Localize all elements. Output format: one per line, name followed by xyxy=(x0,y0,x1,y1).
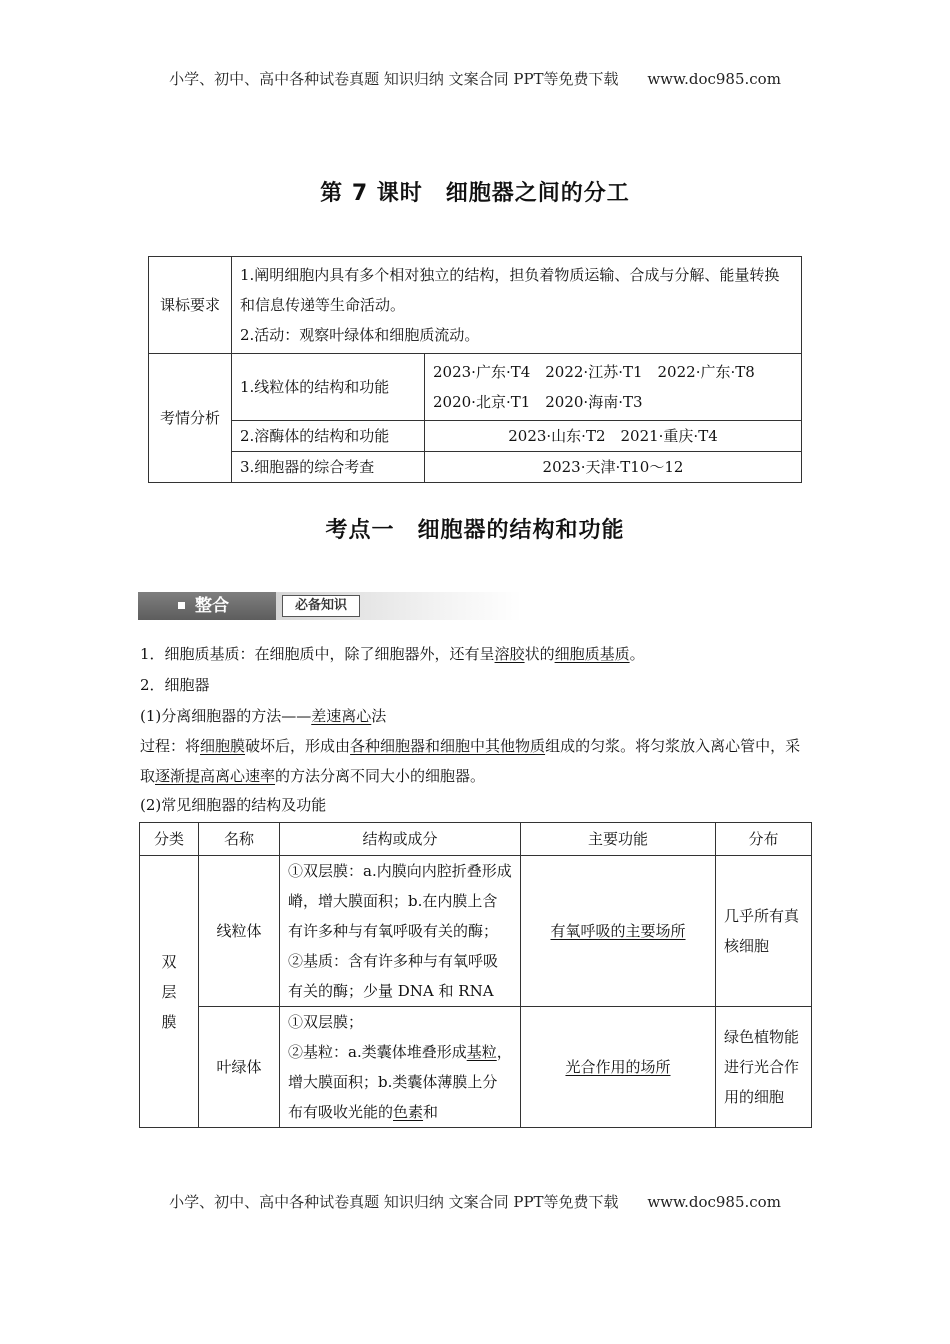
text: 状的 xyxy=(524,645,555,663)
banner-label: 整合 xyxy=(195,596,229,616)
paragraph-2: 2．细胞器 xyxy=(140,676,210,694)
analysis-exams-1 xyxy=(425,354,802,421)
category-cell xyxy=(140,856,199,1128)
col-header: 名称 xyxy=(199,823,280,856)
text: 。 xyxy=(629,645,645,663)
paragraph-4 xyxy=(140,731,812,791)
blank-answer: 逐渐提高离心速率 xyxy=(155,767,276,785)
function-cell xyxy=(521,856,716,1007)
text: 过程：将 xyxy=(140,737,201,755)
text: ，增大膜面积；b.类囊体薄膜上分布有吸收光能的 xyxy=(288,1043,512,1121)
blank-answer: 差速离心 xyxy=(311,707,372,725)
distribution-cell: 几乎所有真核细胞 xyxy=(716,856,812,1007)
structure-text xyxy=(288,1037,512,1127)
analysis-exams-2: 2023·山东·T2 2021·重庆·T4 xyxy=(425,421,802,452)
text: (1)分离细胞器的方法—— xyxy=(140,707,312,725)
structure-text: ①双层膜； xyxy=(288,1013,364,1031)
paragraph-1 xyxy=(140,639,812,669)
analysis-exams-3: 2023·天津·T10～12 xyxy=(425,452,802,483)
req-content xyxy=(232,257,802,354)
square-bullet-icon xyxy=(178,602,185,609)
page-header xyxy=(0,68,950,89)
table-row xyxy=(140,856,812,1007)
text: 1．细胞质基质：在细胞质中，除了细胞器外，还有呈 xyxy=(140,645,495,663)
col-header: 结构或成分 xyxy=(280,823,521,856)
organelle-name: 叶绿体 xyxy=(199,1007,280,1128)
text: 组成的匀浆。将匀浆放入离心管中，采取 xyxy=(140,737,801,785)
structure-cell xyxy=(280,1007,521,1128)
blank-answer: 基粒 xyxy=(466,1043,497,1061)
course-requirements-table xyxy=(148,256,802,483)
distribution-cell: 绿色植物能进行光合作用的细胞 xyxy=(716,1007,812,1128)
footer-site[interactable]: www.doc985.com xyxy=(647,1193,781,1211)
text: ②基粒：a.类囊体堆叠形成 xyxy=(288,1043,467,1061)
function-answer: 有氧呼吸的主要场所 xyxy=(550,922,686,940)
col-header: 分布 xyxy=(716,823,812,856)
analysis-topic-3: 3.细胞器的综合考查 xyxy=(232,452,425,483)
req-label: 课标要求 xyxy=(149,257,232,354)
banner-label-box xyxy=(138,592,276,620)
req-line-2: 2.活动：观察叶绿体和细胞质流动。 xyxy=(240,326,480,344)
section-banner xyxy=(138,592,522,620)
section-title: 考点一 细胞器的结构和功能 xyxy=(325,518,625,543)
category-char: 双 xyxy=(161,952,177,971)
function-answer: 光合作用的场所 xyxy=(565,1058,671,1076)
blank-answer: 色素 xyxy=(393,1103,424,1121)
function-cell xyxy=(521,1007,716,1128)
page-footer xyxy=(0,1191,950,1212)
structure-text: ②基质：含有许多种与有氧呼吸有关的酶；少量 DNA 和 RNA xyxy=(288,952,499,1000)
paragraph-3 xyxy=(140,701,812,731)
structure-text: ①双层膜：a.内膜向内腔折叠形成嵴，增大膜面积；b.在内膜上含有许多种与有氧呼吸有关的酶； xyxy=(288,862,512,940)
text: 法 xyxy=(371,707,387,725)
banner-tag: 必备知识 xyxy=(282,595,360,617)
organelle-name: 线粒体 xyxy=(199,856,280,1007)
blank-answer: 各种细胞器和细胞中其他物质 xyxy=(350,737,546,755)
exams-line: 2020·北京·T1 2020·海南·T3 xyxy=(433,393,643,411)
table-row xyxy=(140,1007,812,1128)
analysis-topic-2: 2.溶酶体的结构和功能 xyxy=(232,421,425,452)
header-text: 小学、初中、高中各种试卷真题 知识归纳 文案合同 PPT等免费下载 xyxy=(169,70,619,88)
blank-answer: 细胞膜 xyxy=(200,737,246,755)
category-char: 层 xyxy=(161,982,177,1001)
lesson-title: 第 7 课时 细胞器之间的分工 xyxy=(320,181,630,206)
text: 和 xyxy=(423,1103,439,1121)
exams-line: 2023·广东·T4 2022·江苏·T1 2022·广东·T8 xyxy=(433,363,755,381)
category-char: 膜 xyxy=(161,1012,177,1031)
paragraph-5: (2)常见细胞器的结构及功能 xyxy=(140,796,327,814)
structure-cell xyxy=(280,856,521,1007)
text: 破坏后，形成由 xyxy=(245,737,351,755)
analysis-topic-1: 1.线粒体的结构和功能 xyxy=(232,354,425,421)
organelle-table xyxy=(139,822,812,1128)
table-header-row xyxy=(140,823,812,856)
blank-answer: 溶胶 xyxy=(494,645,525,663)
header-site[interactable]: www.doc985.com xyxy=(647,70,781,88)
footer-text: 小学、初中、高中各种试卷真题 知识归纳 文案合同 PPT等免费下载 xyxy=(169,1193,619,1211)
req-line-1: 1.阐明细胞内具有多个相对独立的结构，担负着物质运输、合成与分解、能量转换和信息传递等生命活动。 xyxy=(240,266,780,314)
col-header: 分类 xyxy=(140,823,199,856)
analysis-label: 考情分析 xyxy=(149,354,232,483)
blank-answer: 细胞质基质 xyxy=(554,645,630,663)
col-header: 主要功能 xyxy=(521,823,716,856)
text: 的方法分离不同大小的细胞器。 xyxy=(275,767,486,785)
